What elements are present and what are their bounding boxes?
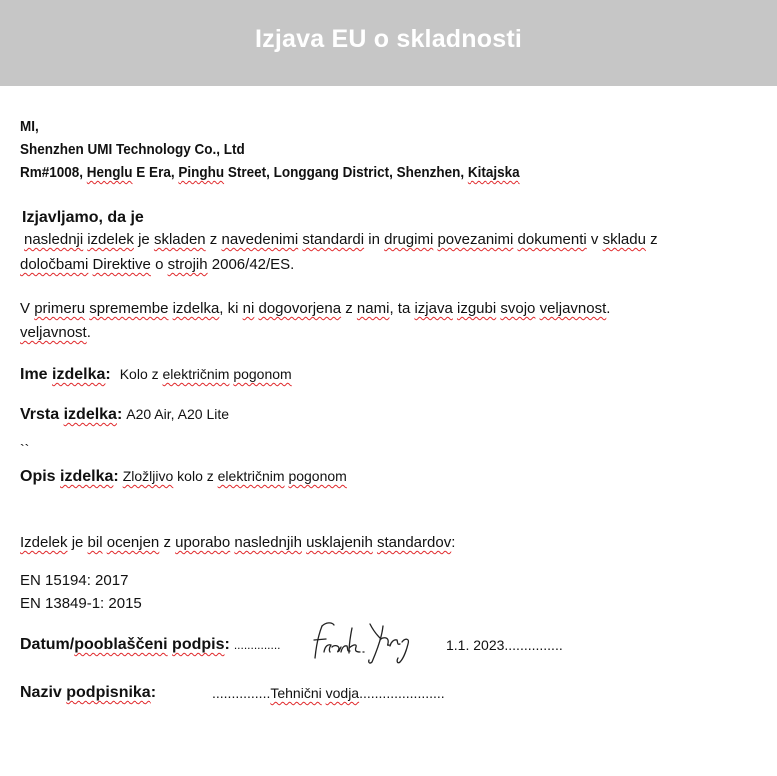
change-note-line-2: veljavnost. — [20, 324, 91, 341]
stray-marks: `` — [20, 441, 30, 457]
manufacturer-address: Rm#1008, Henglu E Era, Pinghu Street, Longgang District, Shenzhen, Kitajska — [20, 164, 520, 181]
signature-date: 1.1. 2023............... — [446, 637, 563, 653]
declaration-line-2: določbami Direktive o strojih 2006/42/ES. — [20, 256, 295, 273]
signer-value: ...............Tehnični vodja...................... — [212, 685, 445, 701]
product-desc-row — [20, 468, 347, 486]
product-type-row — [20, 406, 229, 424]
signer-label: Naziv podpisnika: — [20, 684, 157, 701]
signature-label: Datum/pooblaščeni podpis: .............. — [20, 636, 281, 653]
standard-item: EN 13849-1: 2015 — [20, 595, 142, 612]
standard-item: EN 15194: 2017 — [20, 572, 129, 589]
manufacturer-company: Shenzhen UMI Technology Co., Ltd — [20, 141, 245, 158]
title-banner — [0, 0, 777, 86]
manufacturer-we: MI, — [20, 118, 39, 135]
product-type-value: A20 Air, A20 Lite — [126, 406, 230, 422]
standards-intro: Izdelek je bil ocenjen z uporabo naslednjih usklajenih standardov: — [20, 534, 456, 551]
declaration-line-1: naslednji izdelek je skladen z navedenimi standardi in drugimi povezanimi dokumenti v skladu z — [24, 231, 658, 248]
product-desc-value: Zložljivo kolo z električnim pogonom — [122, 468, 347, 484]
product-name-row — [20, 366, 292, 384]
handwritten-signature — [312, 618, 422, 666]
change-note-line-1: V primeru spremembe izdelka, ki ni dogovorjena z nami, ta izjava izgubi svojo veljavnost. — [20, 300, 611, 317]
product-type-label: Vrsta izdelka: — [20, 406, 123, 423]
declaration-heading: Izjavljamo, da je — [22, 209, 144, 226]
product-desc-label: Opis izdelka: — [20, 468, 119, 485]
product-name-value: Kolo z električnim pogonom — [119, 366, 292, 382]
document-title: Izjava EU o skladnosti — [255, 24, 522, 53]
signature-dots: .............. — [233, 638, 281, 652]
product-name-label: Ime izdelka: — [20, 366, 111, 383]
